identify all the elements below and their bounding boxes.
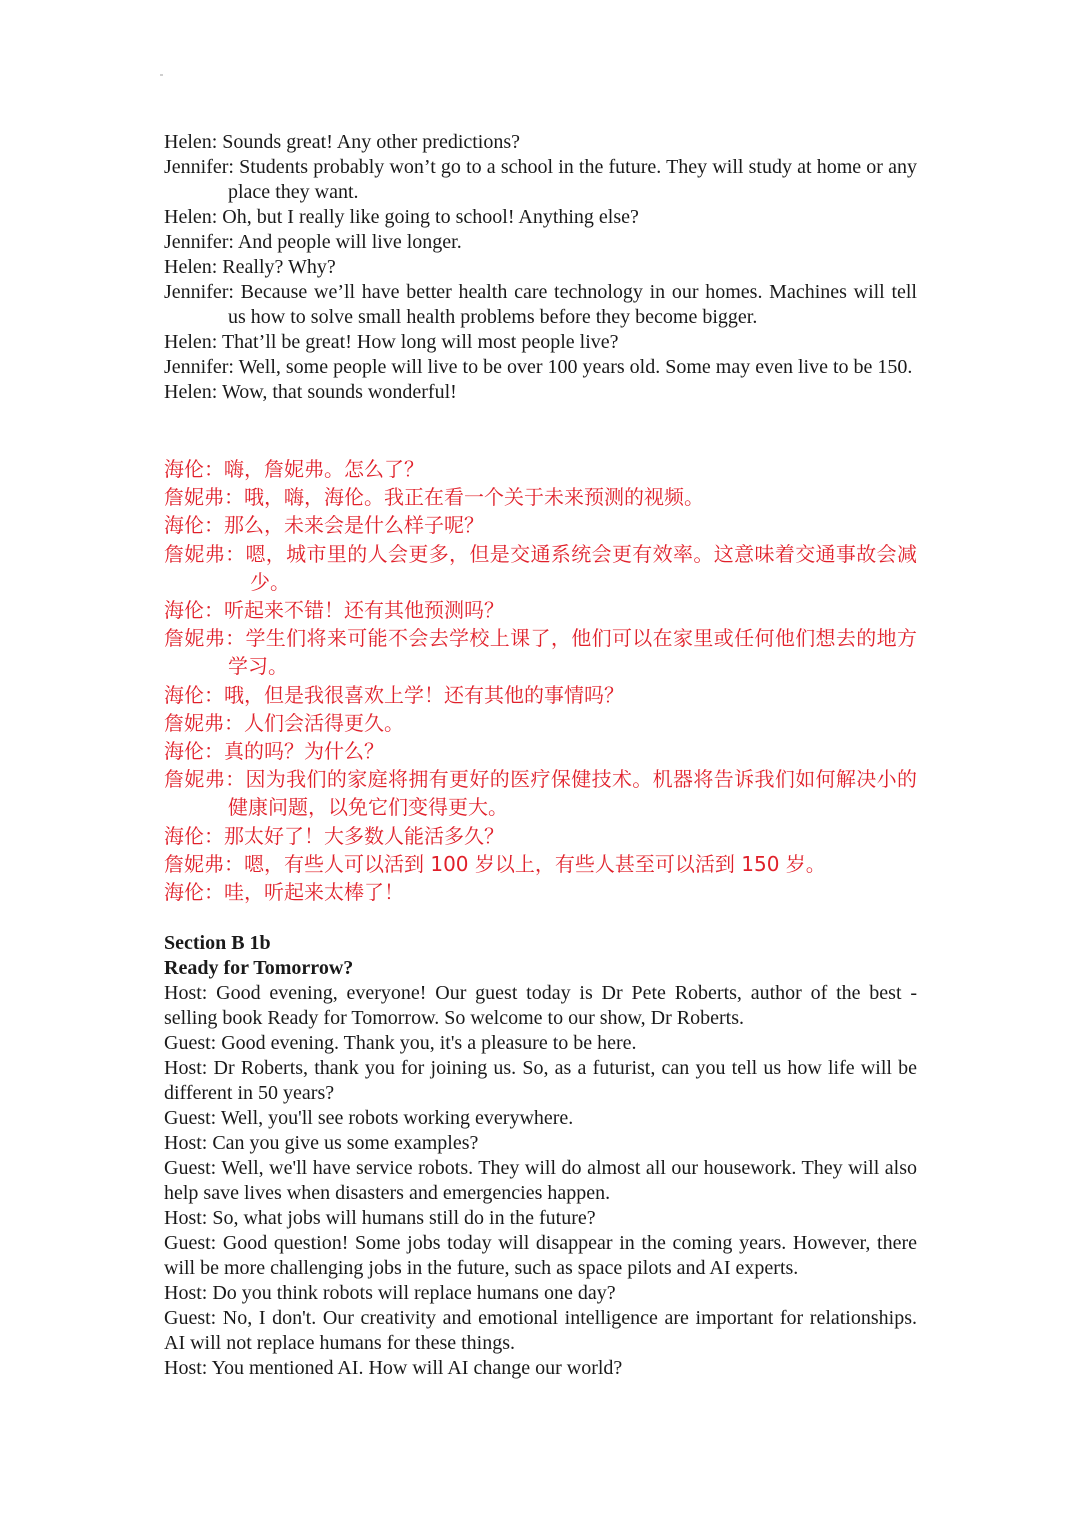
interview-line: Guest: Good evening. Thank you, it's a pleasure to be here. <box>164 1032 637 1054</box>
translation-line: 詹妮弗：因为我们的家庭将拥有更好的医疗保健技术。机器将告诉我们如何解决小的健康问题，以免它们变得更大。 <box>164 767 917 820</box>
dialogue-line: Helen: Wow, that sounds wonderful! <box>164 381 457 403</box>
dialogue-line: Jennifer: And people will live longer. <box>164 231 462 253</box>
interview-line: Guest: Well, we'll have service robots. They will do almost all our housework. They will also help save lives when disasters and emergencies happen. <box>164 1157 917 1204</box>
interview-line: Host: So, what jobs will humans still do in the future? <box>164 1207 596 1229</box>
translation-line: 海伦：那太好了！大多数人能活多久？ <box>164 823 504 848</box>
translation-line: 海伦：哦，但是我很喜欢上学！还有其他的事情吗？ <box>164 682 624 707</box>
interview-line: Guest: Good question! Some jobs today will disappear in the coming years. However, there will be more challenging jobs in the future, such as space pilots and AI experts. <box>164 1232 917 1279</box>
translation-line: 詹妮弗：嗯，有些人可以活到 100 岁以上，有些人甚至可以活到 150 岁。 <box>164 851 826 876</box>
interview-line: Host: Dr Roberts, thank you for joining us. So, as a futurist, can you tell us how life will be different in 50 years? <box>164 1057 917 1104</box>
translation-line: 詹妮弗：哦，嗨，海伦。我正在看一个关于未来预测的视频。 <box>164 485 704 510</box>
dialogue-line: Helen: Sounds great! Any other predictions? <box>164 131 521 153</box>
interview-line: Host: Can you give us some examples? <box>164 1132 479 1154</box>
interview-line: Guest: No, I don't. Our creativity and emotional intelligence are important for relationships. AI will not replace humans for these things. <box>164 1307 917 1354</box>
interview-line: Host: Do you think robots will replace humans one day? <box>164 1282 616 1304</box>
english-dialogue <box>164 130 917 405</box>
interview-line: Host: You mentioned AI. How will AI change our world? <box>164 1357 623 1379</box>
chinese-translation <box>164 455 917 906</box>
translation-line: 海伦：那么，未来会是什么样子呢？ <box>164 513 484 538</box>
dialogue-line: Helen: Really? Why? <box>164 256 336 278</box>
scan-speck <box>160 74 163 76</box>
section-heading: Section B 1b <box>164 932 271 954</box>
translation-line: 海伦：真的吗？为什么？ <box>164 739 384 764</box>
dialogue-line: Jennifer: Well, some people will live to be over 100 years old. Some may even live to be 150. <box>164 356 913 378</box>
translation-line: 詹妮弗：学生们将来可能不会去学校上课了，他们可以在家里或任何他们想去的地方学习。 <box>164 626 917 679</box>
translation-line: 海伦：哇，听起来太棒了！ <box>164 880 404 905</box>
translation-line: 海伦：嗨，詹妮弗。怎么了？ <box>164 457 424 481</box>
interview-line: Guest: Well, you'll see robots working everywhere. <box>164 1107 574 1129</box>
article-title: Ready for Tomorrow? <box>164 957 354 979</box>
dialogue-line: Jennifer: Students probably won’t go to a school in the future. They will study at home or any place they want. <box>164 156 917 203</box>
translation-line: 海伦：听起来不错！还有其他预测吗？ <box>164 598 504 623</box>
dialogue-line: Helen: Oh, but I really like going to school! Anything else? <box>164 206 639 228</box>
section-b <box>164 931 917 1381</box>
translation-line: 詹妮弗：人们会活得更久。 <box>164 710 404 735</box>
dialogue-line: Jennifer: Because we’ll have better health care technology in our homes. Machines will tell us how to solve small health problems before they become bigger. <box>164 281 917 328</box>
interview-line: Host: Good evening, everyone! Our guest today is Dr Pete Roberts, author of the best - selling book Ready for Tomorrow. So welcome to our show, Dr Roberts. <box>164 982 917 1029</box>
dialogue-line: Helen: That’ll be great! How long will most people live? <box>164 331 619 353</box>
translation-line: 詹妮弗：嗯，城市里的人会更多，但是交通系统会更有效率。这意味着交通事故会减少。 <box>164 541 917 594</box>
